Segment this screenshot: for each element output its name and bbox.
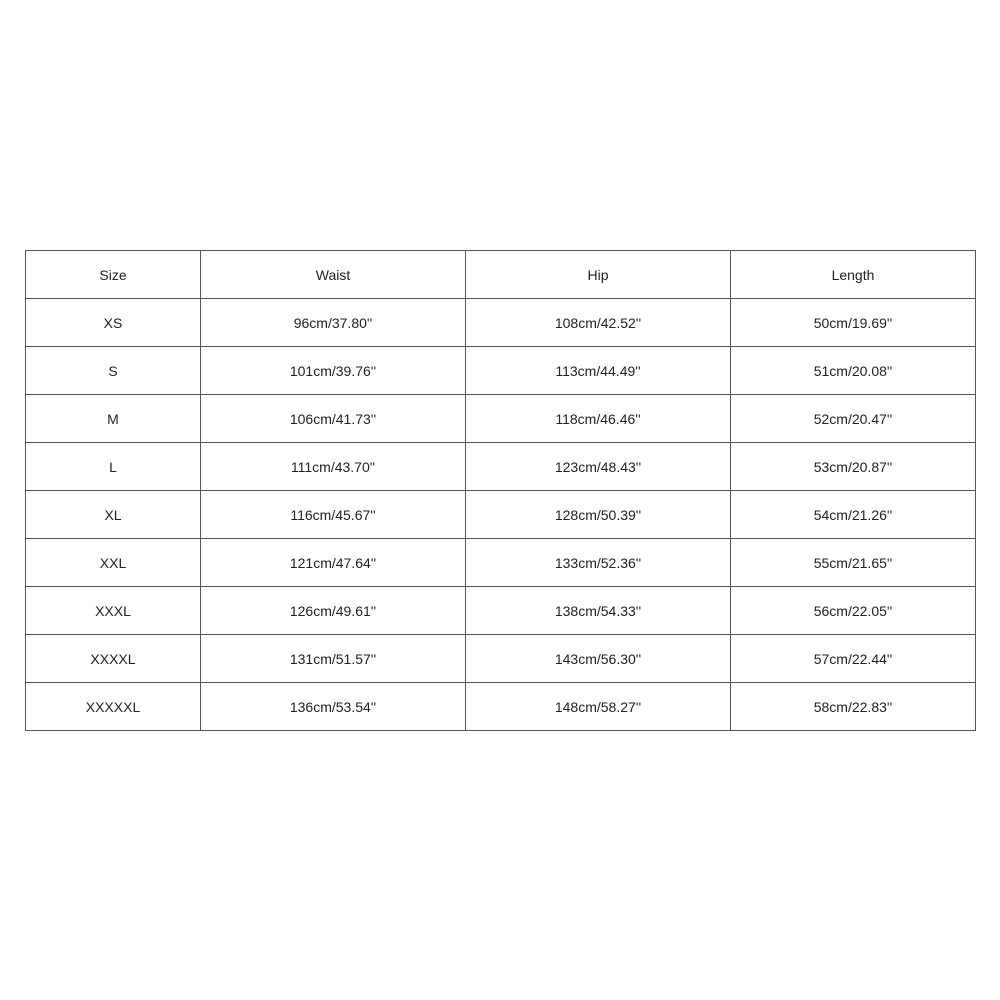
cell-length: 53cm/20.87''	[731, 443, 976, 491]
cell-length: 52cm/20.47''	[731, 395, 976, 443]
cell-hip: 128cm/50.39''	[466, 491, 731, 539]
cell-waist: 121cm/47.64''	[201, 539, 466, 587]
cell-waist: 116cm/45.67''	[201, 491, 466, 539]
cell-size: XXXL	[26, 587, 201, 635]
header-hip: Hip	[466, 251, 731, 299]
cell-length: 57cm/22.44''	[731, 635, 976, 683]
cell-size: XS	[26, 299, 201, 347]
cell-waist: 101cm/39.76''	[201, 347, 466, 395]
cell-waist: 111cm/43.70''	[201, 443, 466, 491]
table-row	[26, 635, 976, 683]
table-row	[26, 491, 976, 539]
cell-hip: 123cm/48.43''	[466, 443, 731, 491]
table-row	[26, 347, 976, 395]
table-row	[26, 683, 976, 731]
cell-hip: 143cm/56.30''	[466, 635, 731, 683]
table-row	[26, 299, 976, 347]
header-length: Length	[731, 251, 976, 299]
header-waist: Waist	[201, 251, 466, 299]
cell-size: XXXXL	[26, 635, 201, 683]
cell-hip: 148cm/58.27''	[466, 683, 731, 731]
cell-length: 51cm/20.08''	[731, 347, 976, 395]
cell-hip: 108cm/42.52''	[466, 299, 731, 347]
cell-waist: 126cm/49.61''	[201, 587, 466, 635]
cell-size: XXXXXL	[26, 683, 201, 731]
cell-length: 56cm/22.05''	[731, 587, 976, 635]
cell-size: L	[26, 443, 201, 491]
cell-waist: 136cm/53.54''	[201, 683, 466, 731]
cell-hip: 138cm/54.33''	[466, 587, 731, 635]
cell-length: 54cm/21.26''	[731, 491, 976, 539]
cell-length: 58cm/22.83''	[731, 683, 976, 731]
size-chart-table	[25, 250, 976, 731]
table-row	[26, 539, 976, 587]
table-row	[26, 395, 976, 443]
cell-length: 55cm/21.65''	[731, 539, 976, 587]
cell-length: 50cm/19.69''	[731, 299, 976, 347]
table-header-row	[26, 251, 976, 299]
cell-size: M	[26, 395, 201, 443]
cell-waist: 131cm/51.57''	[201, 635, 466, 683]
header-size: Size	[26, 251, 201, 299]
cell-waist: 106cm/41.73''	[201, 395, 466, 443]
cell-hip: 113cm/44.49''	[466, 347, 731, 395]
cell-size: S	[26, 347, 201, 395]
cell-size: XXL	[26, 539, 201, 587]
cell-waist: 96cm/37.80''	[201, 299, 466, 347]
table-row	[26, 443, 976, 491]
cell-hip: 118cm/46.46''	[466, 395, 731, 443]
table-row	[26, 587, 976, 635]
cell-size: XL	[26, 491, 201, 539]
cell-hip: 133cm/52.36''	[466, 539, 731, 587]
